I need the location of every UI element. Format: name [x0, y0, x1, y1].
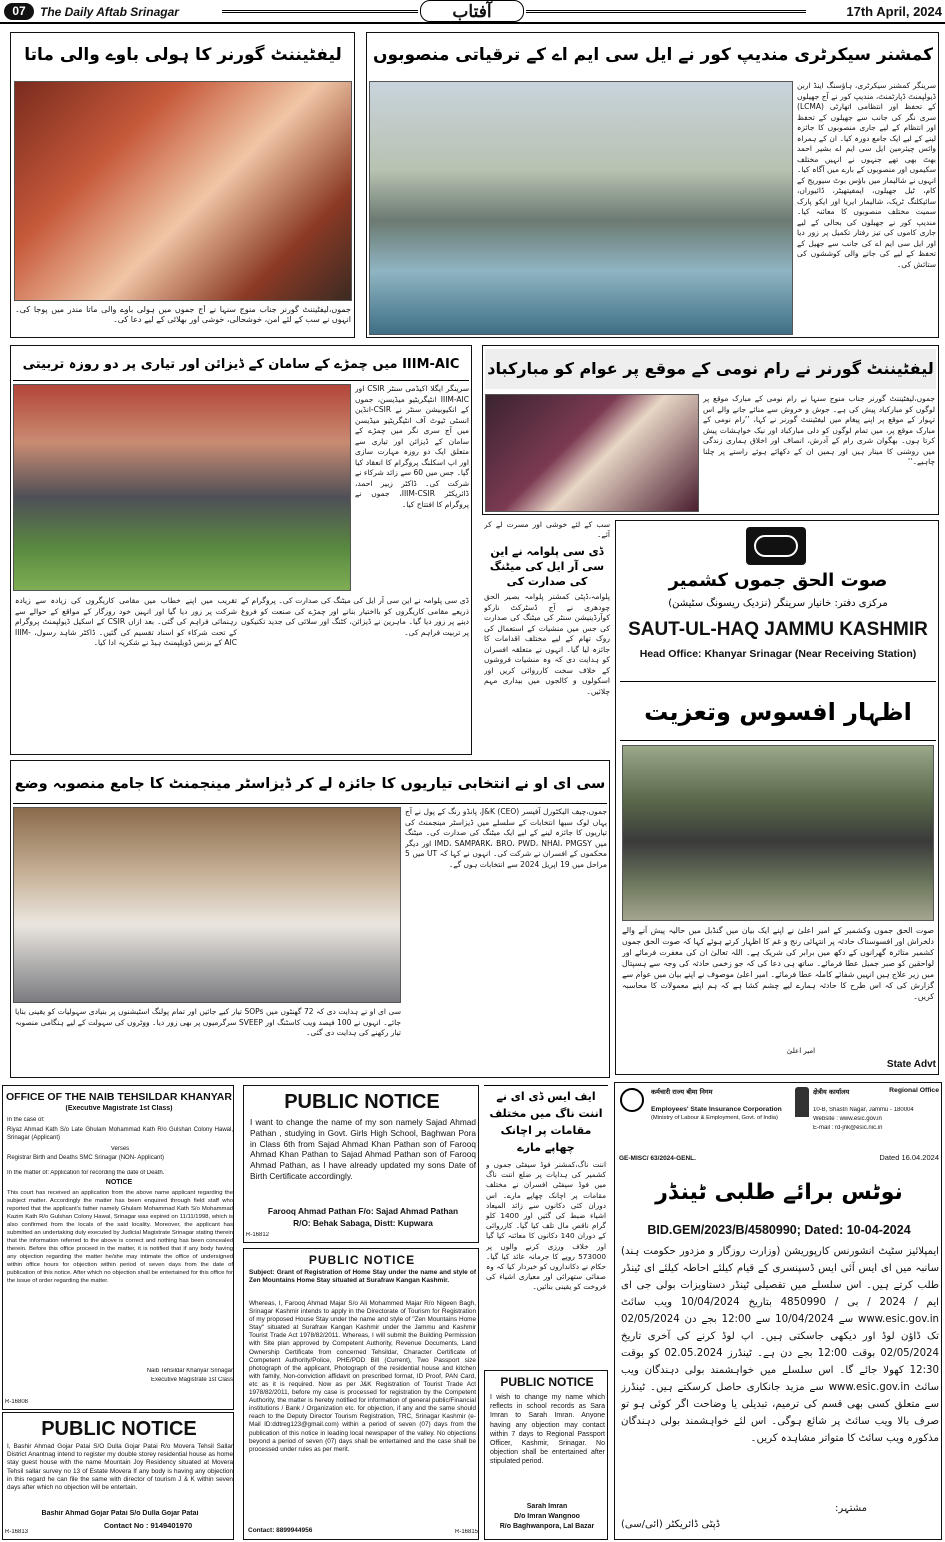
body: صوت الحق جموں وکشمیر کے امیر اعلیٰ نے اپنے ایک بیان میں گنڈبل میں حالیہ پیش آنے والے دلخراش اور افسوسناک حادثہ پر انتہائی رنج و غم کا اظہار کرتے ہوئے کہا کہ صوت الحق جموں کشمیر متاثرہ گھرانوں کے دکھ میں برابر کی شریک ہے۔ اللہ تعالیٰ ان کی مغفرت فرمائے اور لواحقین کو صبر جمیل عطا فرمائے۔ ساتھ ہی دعا کی کہ جو زخمی حادثہ کی وجہ سے ہسپتال میں زیر علاج ہیں انہیں شفائے کاملہ عطا فرمائے۔ امیر اعلیٰ موصوف نے اپنے بیان میں عوام سے گزارش کی کہ اس طرح کا حادثہ ہمارے لیے چشم کشا ہے کہ ہم اپنے معمولات کا محاسبہ کریں۔ — [622, 926, 934, 1001]
story-ceo-disaster — [10, 760, 610, 1078]
body-col-1: سرینگر ایگلا اکیڈمی سنٹر CSIR اور IIIM-AIC انٹیگریٹیو میڈیسن، جموں کے انکیوبیشن سنٹر نے CSIR-انڈین انسٹی ٹیوٹ آف انٹیگریٹیو میڈیسن میں آج سری نگر میں چمڑے کے سامان کے ڈیزائن اور تیاری سے متعلق ایک دو روزہ مہارت سازی اور اپ اسکلنگ پروگرام کا انعقاد کیا گیا۔ جس میں 60 سے زائد شرکاء نے شرکت کی۔ ڈاکٹر زبیر احمد، ڈائریکٹر IIIM-CSIR، جموں نے پروگرام کا افتتاح کیا۔ — [355, 384, 469, 509]
subject: Subject: Grant of Registration of Home Stay under the name and style of Zen Mountains Home Stay situated at Surafraw Kangan Kashmir. — [249, 1269, 476, 1285]
photo-meeting-room — [13, 807, 401, 1003]
story-lg-ram-navami — [482, 345, 939, 515]
page-number-badge — [4, 3, 34, 20]
body: پلوامہ،ڈپٹی کمشنر پلوامہ بصیر الحق چودھری نے آج ڈسٹرکٹ نارکو کوآرڈینیشن سنٹر کی میٹنگ کی صدارت کی جس میں منشیات کے استعمال کی روک تھام کے لیے مختلف اقدامات کا جائزہ لیا گیا۔ انہوں نے متعلقہ افسران کو ہدایت دی کہ وہ منشیات فروشوں کے خلاف سخت کارروائی کریں اور اسکولوں و کالجوں میں بیداری مہم چلائیں۔ — [484, 592, 610, 696]
contact: Contact: 8899944956 — [248, 1527, 313, 1534]
body: I wish to change my name which reflects in school records as Sara Imran to Sarah Imran. Anyone having any objection may contact within 7 days to Regional Passport Officer, Kashmir, Srinagar. No objection shall be entertained after stipulated period. — [490, 1394, 605, 1466]
sign: Farooq Ahmad Pathan F/o: Sajad Ahmad Pathan — [267, 1206, 459, 1216]
tender-esic — [614, 1082, 942, 1540]
title: OFFICE OF THE NAIB TEHSILDAR KHANYAR — [6, 1091, 232, 1103]
signoff-label: مشتہر: — [835, 1503, 868, 1514]
office-hindi: क्षेत्रीय कार्यालय — [813, 1088, 850, 1096]
headline-bar — [485, 349, 936, 389]
photo-lg-portrait — [485, 394, 699, 512]
address-urdu: مرکزی دفتر: خانیار سرینگر (نزدیک ریسونگ سٹیشن) — [668, 598, 888, 609]
contact: Contact No : 9149401970 — [103, 1521, 193, 1530]
applicant: Riyaz Ahmad Kath S/o Late Ghulam Mohammad Kath R/o Gulshan Colony Hawal, Srinagar (Applicant) — [7, 1127, 233, 1141]
notice-name-change-sarah — [484, 1370, 608, 1540]
story4-body-tail: سب کے لئے خوشی اور مسرت لے کر آئے۔ — [484, 520, 610, 539]
sign-3: R/o Baghwanpora, Lal Bazar — [499, 1523, 595, 1530]
body: سرینگر کمشنر سیکرٹری، ہاؤسنگ اینڈ اربن ڈیولپمنٹ ڈپارٹمنٹ، مندیپ کور نے آج جھیلوں کے تحفظ اور انتظامی اتھارٹی (LCMA) سری نگر کی جانب سے جھیلوں کے تحفظ اور انتظام کے لیے جاری منصوبوں کا جائزہ لینے کے لیے ایک جامع دورہ کیا۔ ان کے ہمراہ وائس چیئرمین ایل سی ایم اے بشیر احمد بھٹ بھی تھے جنہوں نے انہیں مختلف سکیموں اور منصوبوں کے بارے میں آگاہ کیا۔ انہوں نے شالیمار میں باؤس بوٹ سیوریج کے کام، ٹیل جھیلوں، ایمفیتھیٹر، ڈائیوراں، سائیکلنگ ٹریک، شالیمار ایریا اور ایکو پارک سمیت مختلف منصوبوں کا معائنہ کیا۔ مندیپ کور نے جھیلوں کی بحالی کے لیے جاری کاموں کی تیز رفتار تکمیل پر زور دیا اور ایل سی ایم اے کی جانب سے جھیل کے تحفظ کے لیے کی جانے والی کوششوں کی ستائش کی۔ — [797, 81, 936, 269]
page-header — [0, 0, 945, 24]
photo-funeral-crowd — [622, 745, 934, 921]
condolence-banner — [620, 681, 936, 741]
org-name: Employees' State Insurance Corporation — [651, 1106, 782, 1113]
photo-lg-temple-puja — [14, 81, 352, 301]
subtitle: (Executive Magistrate 1st Class) — [65, 1105, 173, 1112]
page-number: 07 — [12, 4, 26, 18]
body: ایمپلائیز سٹیٹ انشورنس کارپوریشن (وزارت روزگار و مزدور حکومت ہند) سانبہ میں ای ایس آئی ایس ڈسپنسری کے قیام کیلئے احاطہ کیلئے ای ٹینڈر طلب کرتے ہیں۔ اس سلسلے میں تفصیلی ٹینڈر دستاویزات بولی جی ای ایم / 2024 / بی / 4850990 بتاریخ 10/04/2024 ویب سائٹ www.esic.gov.in سے 10/04/2024 سے 12:00 بجے دن 02/05/2024 تک ڈاؤن لوڈ اور دیکھی جاسکتی ہیں۔ اپ لوڈ کرنے کی آخری تاریخ 02/05/2024 بوقت 12:00 بجے دن ہے۔ ٹینڈرز 02.05.2024 کو بوقت 12:30 کھولا جائے گا۔ اس سلسلے میں خواہشمند بولی دہندگان ویب سائٹ www.esic.gov.in سے مزید جانکاری حاصل کرسکتے ہیں۔ ٹینڈرز سے متعلق کسی بھی قسم کی ترمیم، تبدیلی یا وضاحت اگر کوئی ہو تو صرف بالا ویب سائٹ پر شائع ہوگی۔ اس لئے خواہشمند بولی دہندگان مذکورہ ویب سائٹ کا متواتر مشاہدہ کریں۔ — [621, 1246, 939, 1444]
body: I want to change the name of my son namely Sajad Ahmad Pathan , studying in Govt. Girls High School, Baghwan Pora in Class 6th from Sajad Ahmad Khan Pathan son of Farooq Ahmad Khan Pathan to Sajad Ahmad Pathan son of Farooq Ahmad Pathan, as I have already updated my sons Date of Birth Certificate accordingly. — [250, 1117, 476, 1181]
paper-name: The Daily Aftab Srinagar — [40, 5, 179, 19]
headline: IIIM-AIC میں چمڑے کے سامان کے ڈیزائن اور تیاری پر دو روزہ تربیتی — [22, 357, 460, 372]
title: PUBLIC NOTICE — [500, 1375, 594, 1389]
caption: جموں،لیفٹیننٹ گورنر جناب منوج سنہا نے آج جموں میں ہولی باوے والی ماتا مندر میں پوجا کی۔ انہوں نے سب کے لئے امن، خوشحالی، خوشی اور بھلائی کے لیے دعا کی۔ — [15, 305, 351, 324]
notice-homestay-zen — [243, 1248, 479, 1540]
body: جموں،لیفٹیننٹ گورنر جناب منوج سنہا نے رام نومی کے مبارک موقع پر لوگوں کو مبارکباد پیش کی ہے۔ جوش و خروش سے منائے جانے والے اس تہوار کے موقع پر اپنے پیغام میں لیفٹیننٹ گورنر نے کہا، ’’رام نومی کے مبارک موقع پر، میں تمام لوگوں کو دلی مبارکباد اور نیک خواہشات پیش کرتا ہوں۔ بھگوان شری رام کے آدرش، انصاف اور اخلاق ہماری زندگی میں روشنی کا مینار ہیں اور ہمیں ان کے دکھائے ہوئے راستے پر چلنا چاہیے۔‘‘ — [703, 394, 935, 466]
headline: لیفٹیننٹ گورنر نے رام نومی کے موقع پر عوام کو مبارکباد — [487, 359, 934, 378]
masthead-logo: آفتاب — [420, 0, 524, 22]
logo-emblem — [746, 527, 806, 565]
sign-1: Naib Tehsildar Khanyar Srinagar — [146, 1368, 233, 1374]
headline: ڈی سی پلوامہ نے این سی آر ایل کی میٹنگ کی صدارت کی — [489, 545, 605, 588]
title-urdu: صوت الحق جموں کشمیر — [668, 570, 888, 591]
name: Bashir Ahmad Gojar Patai S/o Dulla Gojar Patai — [41, 1510, 199, 1517]
ad-footer: State Advt — [886, 1059, 936, 1070]
story-fsde-raids — [484, 1085, 608, 1365]
ad-saut-ul-haq — [615, 520, 939, 1075]
body-col-2: ڈی سی پلوامہ نے این سی آر ایل کی میٹنگ کی صدارت کی۔ پروگرام کے ذریعے مقامی کاریگروں کو بااختیار بنانے اور چمڑے کی صنعت کو فروغ دینے پر زور دیا گیا۔ ماہرین نے ڈیزائن، کٹنگ اور سلائی کی جدید تکنیکوں پر تربیت فراہم کی۔ — [241, 596, 469, 637]
issue-date: 17th April, 2024 — [846, 4, 942, 19]
emblem-icon — [795, 1087, 809, 1117]
headline-bar — [13, 349, 469, 381]
headline: ایف ایس ڈی ای نے اننت ناگ میں مختلف مقامات پر اچانک چھاپے مارے — [489, 1090, 603, 1154]
title: PUBLIC NOTICE — [284, 1091, 440, 1113]
headline-bar — [13, 764, 607, 804]
story-iiim-aic — [10, 345, 472, 755]
condolence-title: اظہار افسوس وتعزیت — [644, 698, 912, 726]
body-col-1: جموں،چیف الیکٹورل آفیسر (CEO) J&K، پانڈو رنگ کے پول نے آج یہاں لوک سبھا انتخابات کے سلسلے میں ڈیزاسٹر مینجمنٹ کی تیاریوں کا جائزہ لینے کے لیے ایک میٹنگ کی صدارت کی۔ میٹنگ میں IMD، SAMPARK، BRO، PWD، NHAI، PMGSY اور دیگر محکموں کے افسران نے شرکت کی۔ انہوں نے کہا کہ UT میں 5 مراحل میں 19 اپریل 2024 سے انتخابات ہوں گے۔ — [405, 807, 607, 869]
notice-naib-tehsildar — [2, 1085, 234, 1410]
body: I, Bashir Ahmad Gojar Patai S/O Dulla Gojar Patai R/o Movera Tehsil Sallar District Anantnag intend to register my double storey residential house as home stay guest house with the name Mountain Joy Residency situated at Movera Tehsil sallar survey no 13 of Estate Movera If any body is having any objection in this regard he can file the same with director of tourism J & K within seven days after which no objection will be entertain. — [7, 1443, 233, 1492]
headline: سی ای او نے انتخابی تیاریوں کا جائزہ لے کر ڈیزاسٹر مینجمنٹ کا جامع منصوبہ وضع — [14, 776, 606, 792]
headline: کمشنر سیکرٹری مندیپ کور نے ایل سی ایم اے کے ترقیاتی منصوبوں — [372, 45, 934, 65]
sign-2: D/o Imran Wangnoo — [514, 1513, 580, 1520]
logo-inner — [754, 535, 798, 557]
case-line: In the case of: — [7, 1117, 45, 1123]
title: نوٹس برائے طلبی ٹینڈر — [655, 1180, 903, 1205]
header-rule-right — [526, 10, 806, 13]
sign-2: Executive Magistrate 1st Class — [150, 1377, 233, 1383]
email: E-mail : rd-jnk@esic.nic.in — [813, 1125, 883, 1131]
ref: R-16815 — [454, 1529, 478, 1535]
story-lg-puja — [10, 32, 355, 338]
office: Regional Office — [889, 1087, 939, 1094]
versus: Verses — [110, 1146, 130, 1152]
respondent: Registrar Birth and Deaths SMC Srinagar (NON- Applicant) — [7, 1155, 165, 1161]
title-en: SAUT-UL-HAQ JAMMU KASHMIR — [628, 619, 928, 640]
address: 10-B, Shastri Nagar, Jammu - 180004 — [813, 1107, 914, 1113]
sign-1: Sarah Imran — [526, 1503, 568, 1510]
notice-name-change-sajad — [243, 1085, 479, 1243]
matter: In the matter of: Application for recording the date of Death. — [7, 1170, 165, 1176]
org-hindi: कर्मचारी राज्य बीमा निगम — [651, 1088, 713, 1096]
body: اننت ناگ،کمشنر فوڈ سیفٹی جموں و کشمیر کی ہدایات پر ضلع اننت ناگ میں فوڈ سیفٹی افسران نے مختلف مقامات پر اچانک چھاپے مارے۔ اس دوران کئی دکانوں سے زائد المیعاد اشیاء ضبط کی گئیں اور 1400 کلو گرام ناقص مال تلف کیا گیا۔ کارروائی کے دوران 140 دکانوں کا معائنہ کیا گیا اور خلاف ورزی کرنے والوں پر 573000 روپے کا جرمانہ عائد کیا گیا۔ حکام نے دکانداروں کو خبردار کیا کہ وہ صفائی ستھرائی اور معیاری اشیاء کی فروخت کو یقینی بنائیں۔ — [486, 1160, 606, 1292]
story-commissioner-lcma — [366, 32, 939, 338]
body: This court has received an application from the above name applicant regarding the subject matter. Accordingly the matter has been enquired through field staff who reported that the applicant's father namely Ghulam Mohammad Kath S/o Mohammad Kazim Kath R/o Gulshan Colony Hawal, Srinagar was expired on 11/11/1998, which is also confirmed from the locals of the said locality. Moreover, the applicant has submitted an undertaking duly executed by Judicial Magistrate Srinagar stating therein that the information referred to the above is correct and nothing has been concealed therein. Before this office proceed in the matter, it is notified that if any body having any objection regarding the matter he/she may intimate the office of undersigned within office hours for objection within period of seven days from the date of publication of this notice. After which no objection shall be entertained for this office for the issue of order regarding the matter. — [7, 1190, 233, 1284]
photo-boat-inspection — [369, 81, 793, 335]
notice-gojar-homestay — [2, 1412, 234, 1540]
ref: R-16813 — [5, 1529, 29, 1535]
esic-logo — [620, 1088, 644, 1112]
body-col-2: سی ای او نے ہدایت دی کہ 72 گھنٹوں میں SOPs تیار کیے جائیں اور تمام پولنگ اسٹیشنوں پر بنیادی سہولیات کو یقینی بنایا جائے۔ انہوں نے 100 فیصد ویب کاسٹنگ اور SVEEP سرگرمیوں پر بھی زور دیا۔ ووٹروں کی سہولت کے لیے ہنگامی منصوبہ تیار رکھنے کی ہدایت دی گئی۔ — [15, 1007, 401, 1037]
signoff: امیر اعلیٰ — [786, 1047, 816, 1055]
website: Website : www.esic.gov.in — [813, 1116, 882, 1122]
body: Whereas, I, Farooq Ahmad Majar S/o Ali Mohammed Majar R/o Nigeen Bagh, Srinagar Kashmir intends to apply in the Directorate of Tourism for Registration of my proposed House Stay under the name and style of "Zen Mountains Home Stay" situated at Surafraw Kangan Kashmir under the Jammu and Kashmir Tourist Trade Act 1978/82/2011. Whereas, I will submit the Building Permission with Site plan approved by Competent Authority, Revenue Documents, Land Ownership Certificate from concerned Tehsildar, Character Certificate of Competent Authority/Police, PHE/PDD Bill (Current), Two Passport size photograph of the applicant, Photograph of the residential house and kitchen with family, Non-conviction affidavit on prescribed format, ID Proof, PAN Card, etc as it is required. Now as per J&K Registration of Tourist Trade Act 1978/82/2011, before my case is processed for registration by the Competent Authority, the matter is hereby notified for information of general public/Financial institutions / Bank / Organization etc. for objection, if any and the same should reach to the Deputy Director Tourism Registration, TRC, Srinagar Kashmir (e-Mail ID:ddtreg123@gmail.com) within a period of seven (07) days from the publication of this notice in leading local newspaper of the valley. No objections beyond a period of seven (07) days shall be entertained and the case shall be processed under rules as per merit. — [249, 1300, 476, 1453]
body-col-3: تقریب میں اپنے خطاب میں مقامی کاریگروں کی زیادہ سے زیادہ شرکت پر زور دیا گیا اور انہیں خود روزگار کے مواقع کے حوالے سے رہنمائی فراہم کی گئی۔ بعد ازاں CSIR کے اسکیل ڈیولپمنٹ پروگرام کے تحت شرکاء کو اسناد تقسیم کی گئیں۔ ڈاکٹر شاہد رسول، IIIM-AIC کے بزنس ڈویلپمنٹ ہیڈ نے شکریہ ادا کیا۔ — [15, 596, 237, 647]
title: PUBLIC NOTICE — [41, 1418, 197, 1440]
address-en: Head Office: Khanyar Srinagar (Near Receiving Station) — [639, 648, 917, 660]
ref: R-16812 — [246, 1232, 270, 1238]
dated: Dated 16.04.2024 — [879, 1153, 939, 1162]
ministry: (Ministry of Labour & Employment, Govt. of India) — [651, 1115, 778, 1121]
ref: R-16808 — [5, 1399, 29, 1405]
bid-line: BID.GEM/2023/B/4580990; Dated: 10-04-2024 — [647, 1223, 911, 1237]
header-rule-left — [222, 10, 418, 13]
signoff: ڈپٹی ڈائریکٹر (آئی/سی) — [621, 1519, 721, 1530]
headline: لیفٹیننٹ گورنر کا ہولی باوے والی ماتا — [24, 45, 342, 65]
photo-group-institute — [13, 384, 351, 591]
address: R/O: Behak Sabaga, Distt: Kupwara — [293, 1218, 433, 1228]
title: PUBLIC NOTICE — [308, 1253, 416, 1267]
notice-label: NOTICE — [105, 1179, 133, 1186]
ref-no: GE-MISC/ 63/2024-GENL. — [619, 1155, 696, 1162]
story-dc-pulwama — [482, 520, 612, 756]
